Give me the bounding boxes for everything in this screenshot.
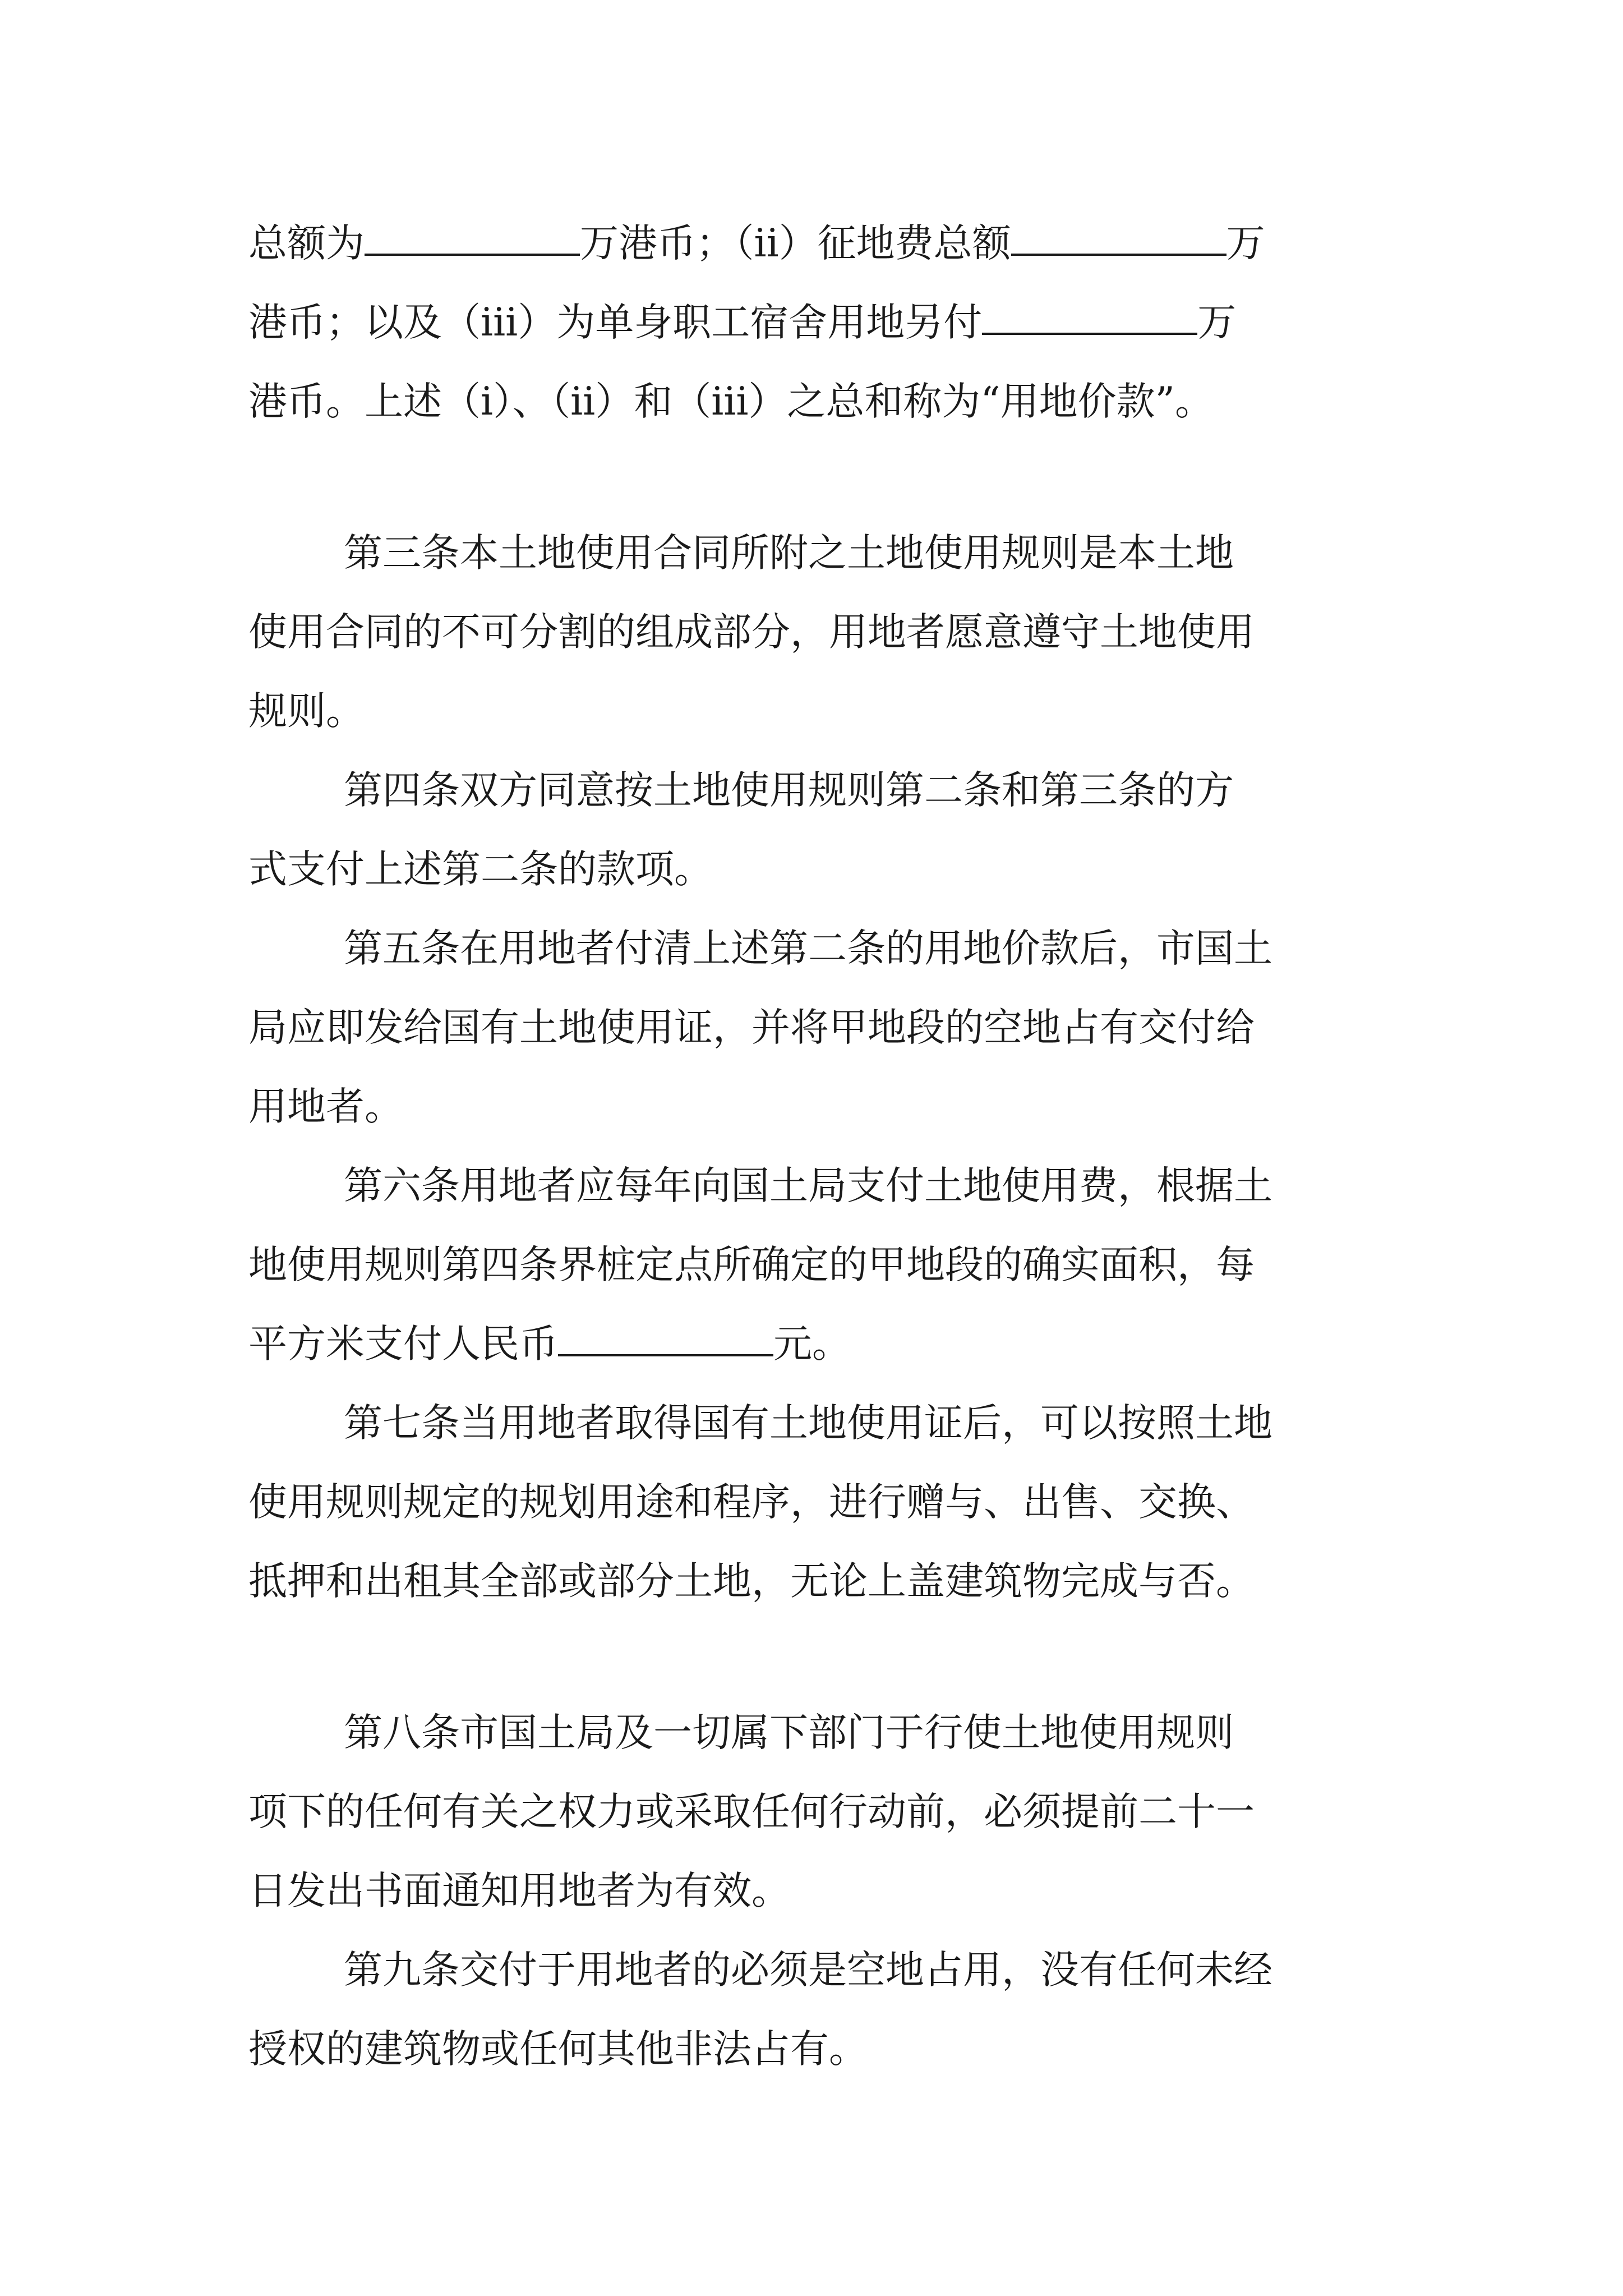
article-3-line: 使用合同的不可分割的组成部分，用地者愿意遵守土地使用	[248, 610, 1255, 655]
fill-in-blank	[558, 1318, 773, 1357]
text-fragment: 平方米支付人民币	[248, 1322, 558, 1366]
article-7-line: 使用规则规定的规划用途和程序，进行赠与、出售、交换、	[248, 1480, 1255, 1525]
article-4-line: 第四条双方同意按土地使用规则第二条和第三条的方	[344, 768, 1234, 813]
text-fragment: 总额为	[248, 221, 365, 266]
text-fragment: 元。	[773, 1322, 851, 1366]
article-8-line: 第八条市国土局及一切属下部门于行使土地使用规则	[344, 1710, 1234, 1755]
article-7-line: 第七条当用地者取得国有土地使用证后，可以按照土地	[344, 1401, 1272, 1446]
article-7-line: 抵押和出租其全部或部分土地，无论上盖建筑物完成与否。	[248, 1559, 1255, 1604]
article-8-line: 日发出书面通知用地者为有效。	[248, 1869, 790, 1913]
article-6-line	[248, 1317, 851, 1371]
text-fragment: 万港币；（ii）征地费总额	[580, 221, 1011, 266]
article-6-line: 第六条用地者应每年向国土局支付土地使用费，根据土	[344, 1163, 1272, 1208]
text-fragment: 万	[1226, 221, 1265, 266]
text-fragment: 万	[1197, 300, 1237, 345]
article-6-line: 地使用规则第四条界桩定点所确定的甲地段的确实面积，每	[248, 1243, 1255, 1287]
text-fragment: 港币；以及（iii）为单身职工宿舍用地另付	[248, 300, 983, 345]
article-8-line: 项下的任何有关之权力或采取任何行动前，必须提前二十一	[248, 1789, 1255, 1834]
article-5-line: 用地者。	[248, 1084, 403, 1129]
article-4-line: 式支付上述第二条的款项。	[248, 847, 713, 892]
article-5-line: 局应即发给国有土地使用证，并将甲地段的空地占有交付给	[248, 1005, 1255, 1050]
fill-in-blank	[1011, 218, 1227, 256]
text-line	[248, 296, 1236, 349]
article-3-line: 第三条本土地使用合同所附之土地使用规则是本土地	[344, 531, 1234, 576]
fill-in-blank	[365, 218, 580, 256]
article-3-line: 规则。	[248, 689, 365, 734]
article-5-line: 第五条在用地者付清上述第二条的用地价款后，市国土	[344, 926, 1272, 971]
fill-in-blank	[982, 297, 1197, 335]
article-9-line: 第九条交付于用地者的必须是空地占用，没有任何未经	[344, 1948, 1272, 1993]
text-line	[248, 217, 1265, 270]
article-9-line: 授权的建筑物或任何其他非法占有。	[248, 2027, 868, 2072]
text-line: 港币。上述（i）、（ii）和（iii）之总和称为“用地价款”。	[248, 379, 1214, 424]
